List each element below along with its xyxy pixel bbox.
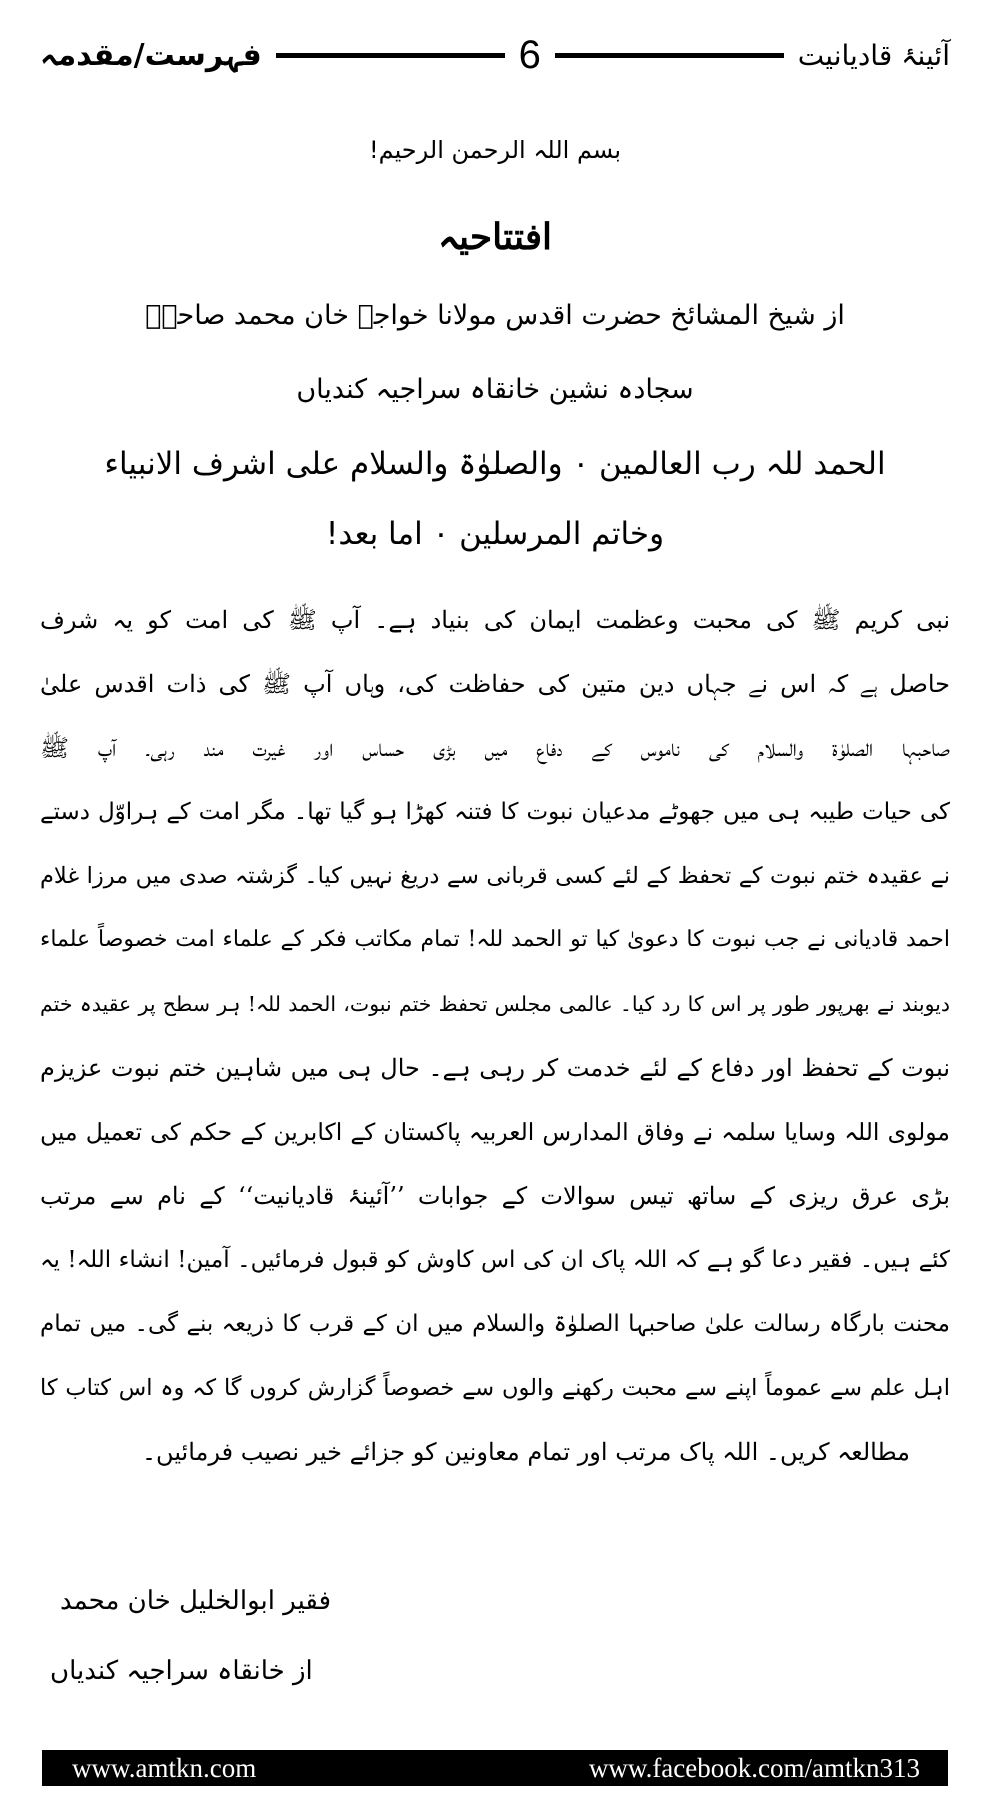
body-line: محنت بارگاہ رسالت علیٰ صاحبہا الصلوٰۃ والسلام میں ان کے قرب کا ذریعہ بنے گی۔ میں تمام (40, 1311, 950, 1337)
body-line: حاصل ہے کہ اس نے جہاں دین متین کی حفاظت کی، وہاں آپ ﷺ کی ذات اقدس علیٰ (40, 670, 950, 698)
book-title: آئینۂ قادیانیت (797, 38, 951, 72)
header-rule-right (555, 53, 784, 58)
author-line: از شیخ المشائخ حضرت اقدس مولانا خواجہ خان محمد صاحبؒ (145, 300, 845, 331)
body-line: کی حیات طیبہ ہی میں جھوٹے مدعیان نبوت کا فتنہ کھڑا ہو گیا تھا۔ مگر امت کے ہراوّل دستے (40, 799, 950, 825)
hamd-line-2: وخاتم المرسلین ۰ اما بعد! (325, 516, 665, 552)
body-line: احمد قادیانی نے جب نبوت کا دعویٰ کیا تو الحمد للہ! تمام مکاتب فکر کے علماء امت خصوصاً علماء (40, 927, 950, 952)
body-line: صاحبہا الصلوٰۃ والسلام کی ناموس کے دفاع میں بڑی حساس اور غیرت مند رہی۔ آپ ﷺ (40, 734, 950, 762)
hamd-line-1: الحمد للہ رب العالمین ۰ والصلوٰۃ والسلام علی اشرف الانبیاء (104, 446, 886, 482)
section-title: فہرست/مقدمہ (40, 37, 262, 73)
seat-line: سجادہ نشین خانقاہ سراجیہ کندیاں (296, 374, 694, 405)
body-line: نبوت کے تحفظ اور دفاع کے لئے خدمت کر رہی ہے۔ حال ہی میں شاہین ختم نبوت عزیزم (40, 1054, 950, 1082)
body-line: دیوبند نے بھرپور طور پر اس کا رد کیا۔ عالمی مجلس تحفظ ختم نبوت، الحمد للہ! ہر سطح پر عقیدہ ختم (40, 992, 950, 1016)
bismillah: بسم اللہ الرحمن الرحیم! (368, 136, 622, 164)
body-line: بڑی عرق ریزی کے ساتھ تیس سوالات کے جوابات ’’آئینۂ قادیانیت‘‘ کے نام سے مرتب (40, 1182, 950, 1210)
body-line: مولوی اللہ وسایا سلمہ نے وفاق المدارس العربیہ پاکستان کے اکابرین کے حکم کی تعمیل میں (40, 1118, 950, 1146)
body-line: نے عقیدہ ختم نبوت کے تحفظ کے لئے کسی قربانی سے دریغ نہیں کیا۔ گزشتہ صدی میں مرزا غلام (40, 863, 950, 889)
page-header (40, 30, 950, 80)
signature-place: از خانقاہ سراجیہ کندیاں (50, 1656, 313, 1686)
chapter-title: افتتاحیہ (437, 216, 553, 258)
website-link[interactable]: www.amtkn.com (72, 1752, 257, 1783)
body-text (40, 588, 950, 1484)
facebook-link[interactable]: www.facebook.com/amtkn313 (588, 1752, 920, 1783)
signature-name: فقیر ابوالخلیل خان محمد (60, 1586, 332, 1616)
body-line: مطالعہ کریں۔ اللہ پاک مرتب اور تمام معاونین کو جزائے خیر نصیب فرمائیں۔ (141, 1438, 910, 1466)
page-number: 6 (518, 33, 541, 77)
body-line: کئے ہیں۔ فقیر دعا گو ہے کہ اللہ پاک ان کی اس کاوش کو قبول فرمائیں۔ آمین! انشاء اللہ! یہ (40, 1247, 950, 1273)
page-footer (42, 1750, 948, 1786)
body-line: نبی کریم ﷺ کی محبت وعظمت ایمان کی بنیاد ہے۔ آپ ﷺ کی امت کو یہ شرف (40, 606, 950, 634)
header-rule-left (276, 53, 505, 58)
body-line: اہل علم سے عموماً اپنے سے محبت رکھنے والوں سے خصوصاً گزارش کروں گا کہ وہ اس کتاب کا (40, 1375, 950, 1401)
